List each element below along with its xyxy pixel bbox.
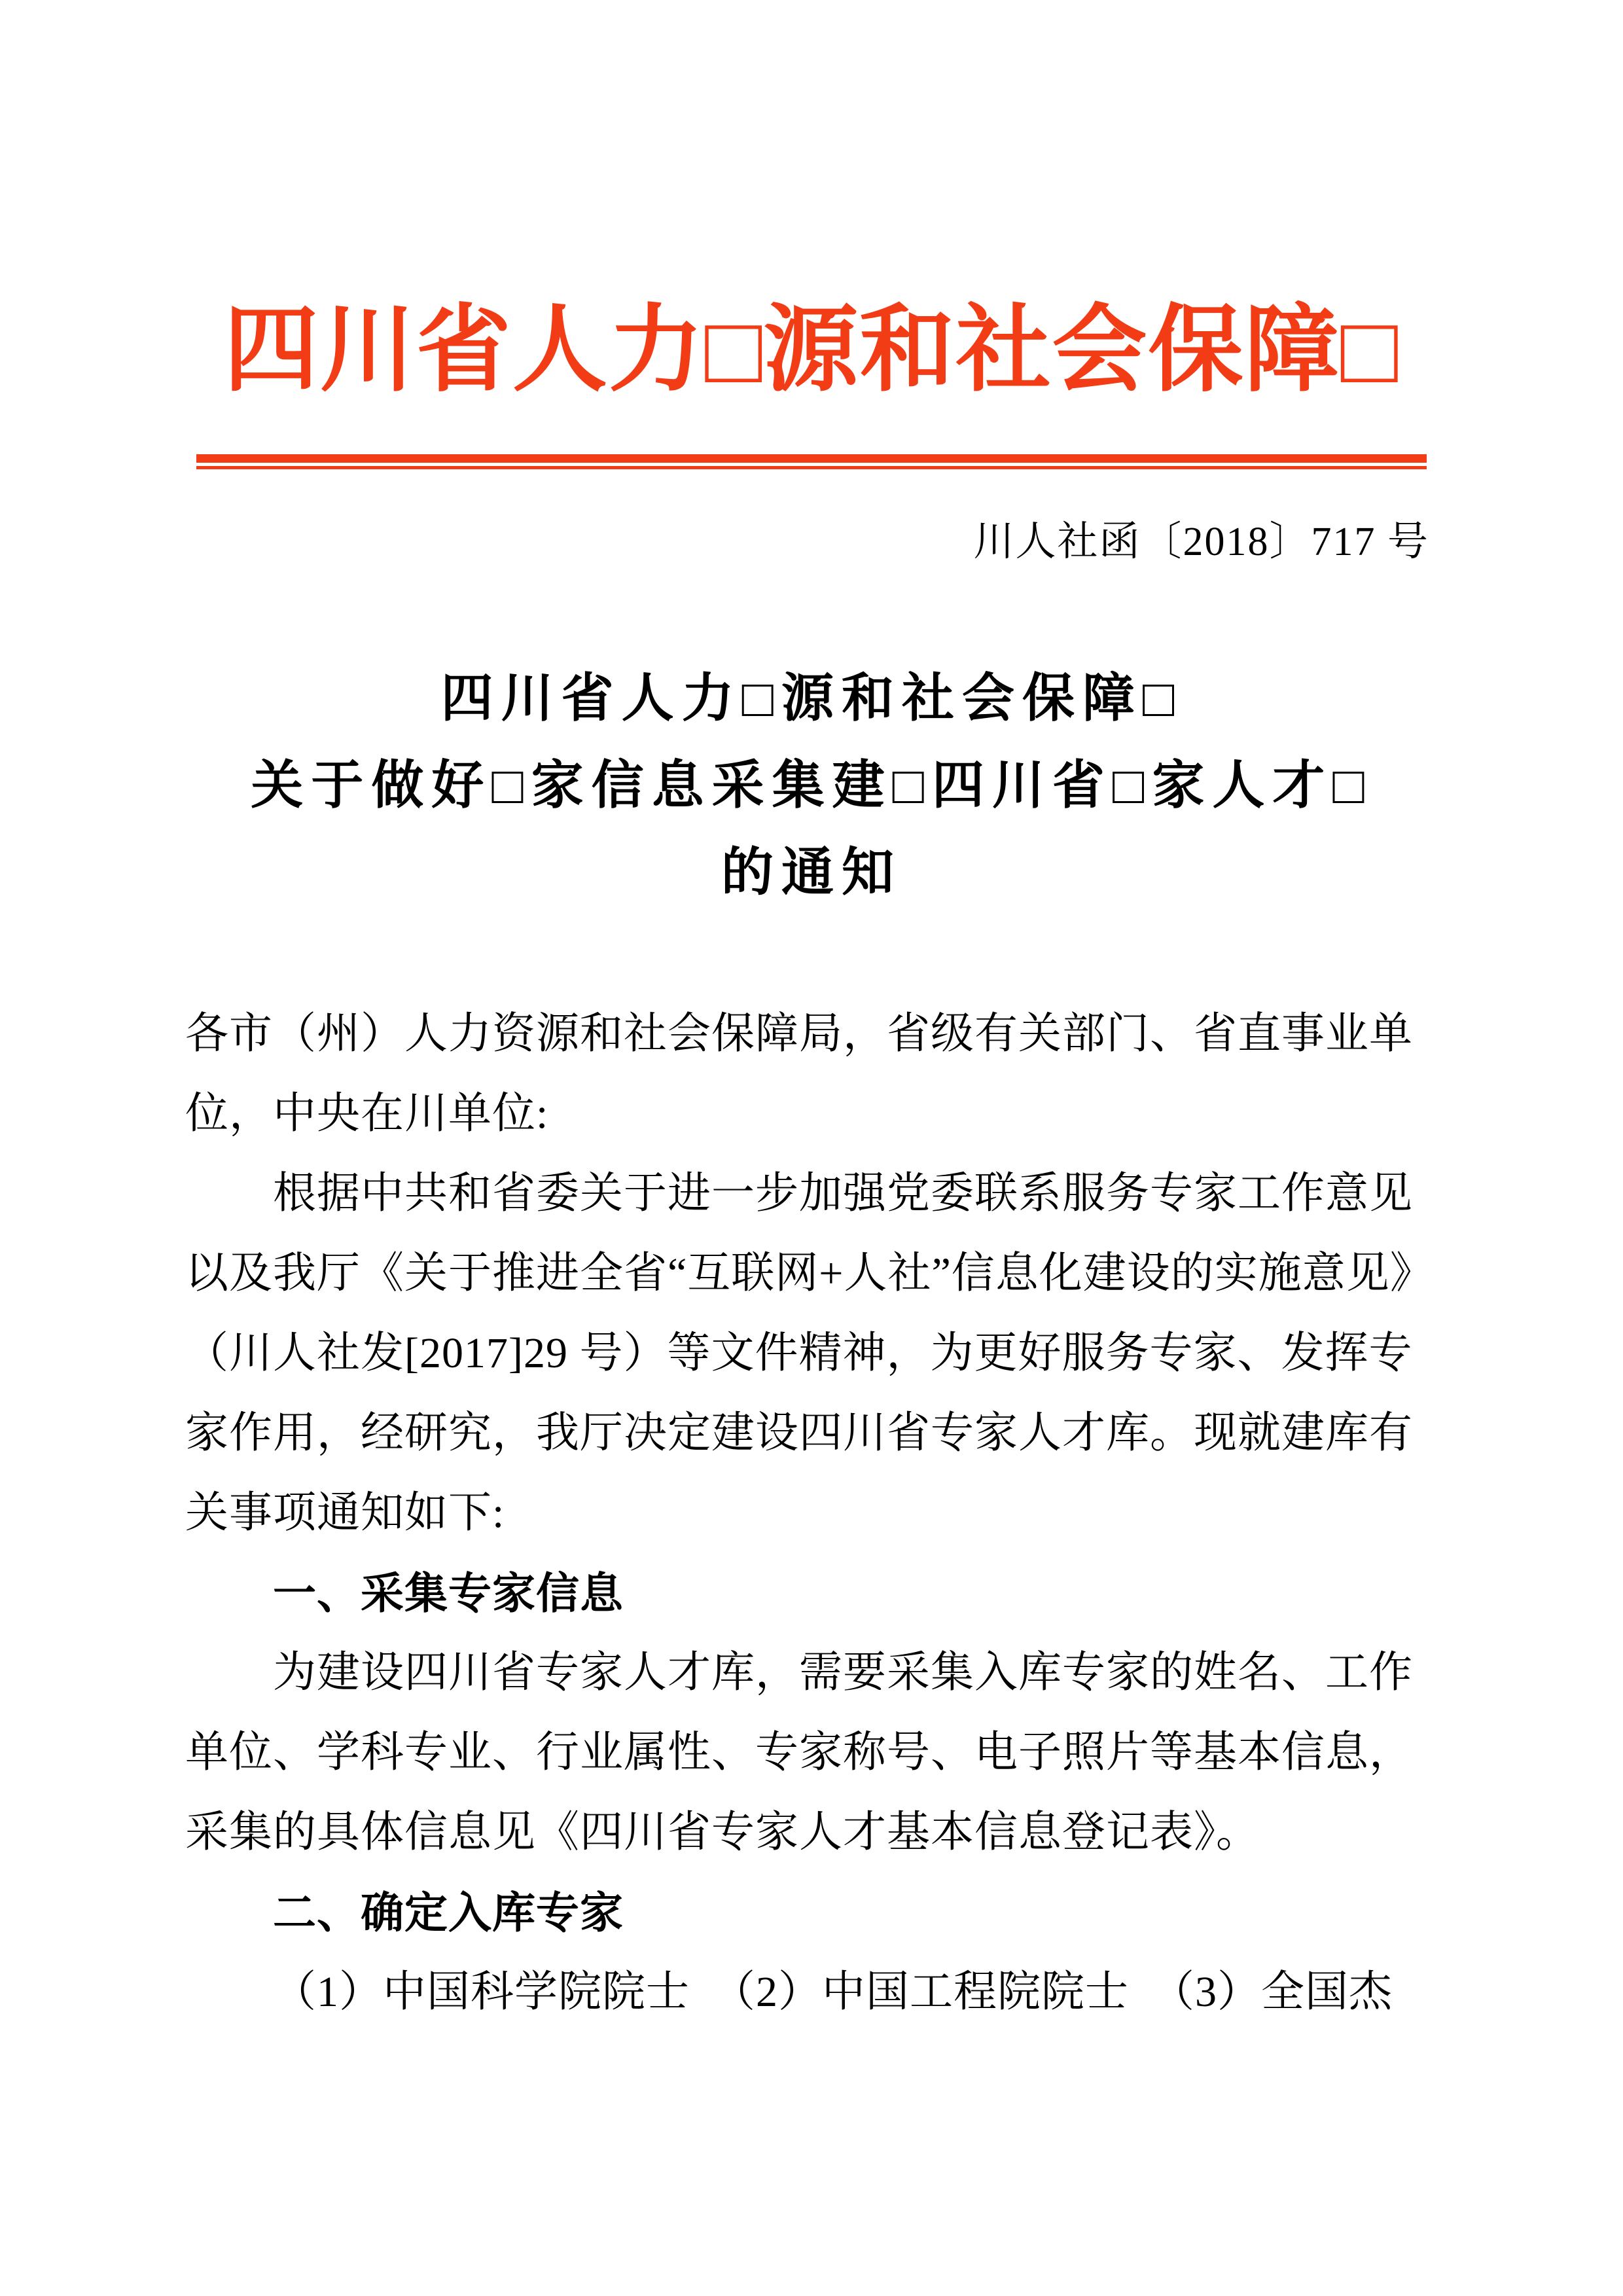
document-title-line-3: 的通知 xyxy=(721,843,902,901)
masthead-title: 四川省人力□源和社会保障□ xyxy=(223,296,1400,403)
body-line-intro-4: 家作用，经研究，我厅决定建设四川省专家人才库。现就建库有 xyxy=(185,1409,1413,1457)
body-line-section1-1: 为建设四川省专家人才库，需要采集入库专家的姓名、工作 xyxy=(273,1649,1413,1696)
section-heading-2: 二、确定入库专家 xyxy=(273,1888,624,1937)
body-line-section1-3: 采集的具体信息见《四川省专家人才基本信息登记表》。 xyxy=(185,1808,1260,1856)
masthead-rule-thick xyxy=(196,454,1427,463)
body-line-section1-2: 单位、学科专业、行业属性、专家称号、电子照片等基本信息， xyxy=(185,1729,1413,1776)
document-title-line-1: 四川省人力□源和社会保障□ xyxy=(440,669,1183,727)
section-heading-1: 一、采集专家信息 xyxy=(273,1569,624,1617)
document-title-line-2: 关于做好□家信息采集建□四川省□家人才□ xyxy=(251,756,1372,814)
document-title xyxy=(0,655,1623,916)
document-body xyxy=(185,994,1442,2032)
masthead-rule-thin xyxy=(196,466,1427,469)
body-line-addressees-1: 各市（州）人力资源和社会保障局，省级有关部门、省直事业单 xyxy=(185,1010,1413,1058)
document-reference-number: 川人社函〔2018〕717 号 xyxy=(973,520,1429,564)
body-line-intro-3: （川人社发[2017]29 号）等文件精神，为更好服务专家、发挥专 xyxy=(185,1329,1413,1377)
body-line-intro-2: 以及我厅《关于推进全省“互联网+人社”信息化建设的实施意见》 xyxy=(185,1249,1434,1297)
body-line-section2-1: （1）中国科学院院士 （2）中国工程院院士 （3）全国杰 xyxy=(273,1968,1393,2016)
body-line-addressees-2: 位，中央在川单位: xyxy=(185,1090,549,1138)
body-line-intro-5: 关事项通知如下: xyxy=(185,1489,505,1537)
body-line-intro-1: 根据中共和省委关于进一步加强党委联系服务专家工作意见 xyxy=(273,1170,1413,1217)
